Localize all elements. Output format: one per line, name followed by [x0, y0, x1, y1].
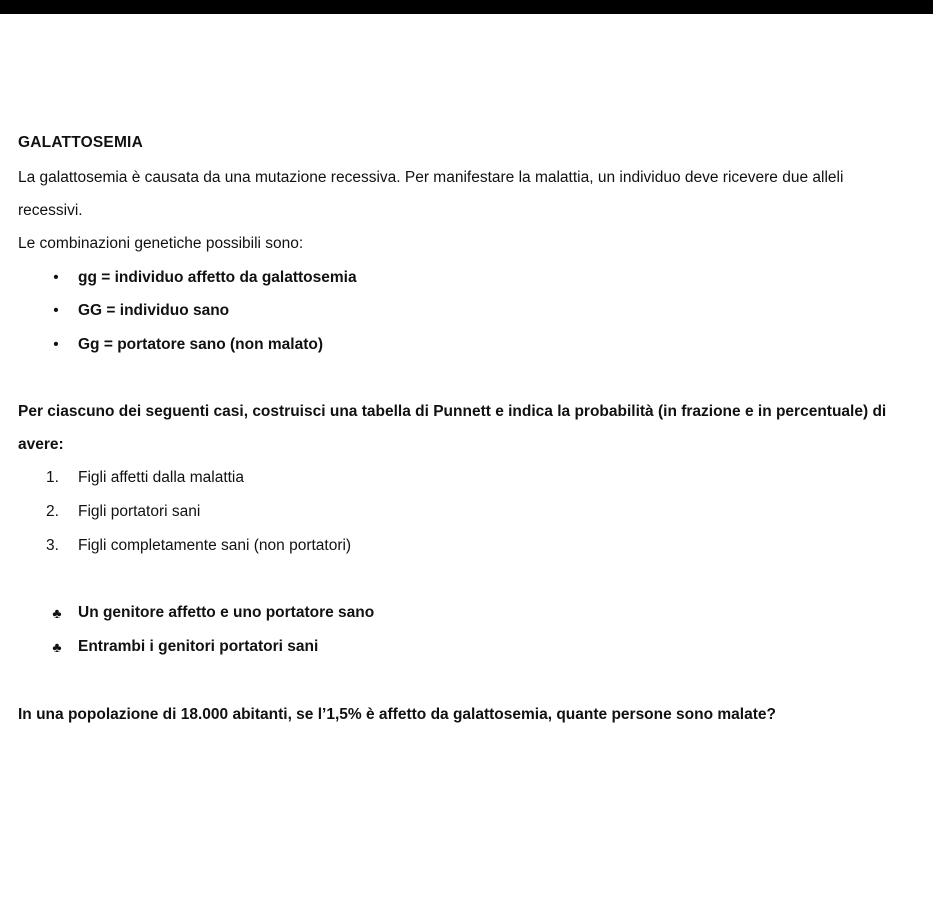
bullet-icon: • [53, 336, 59, 353]
list-number: 2. [46, 503, 59, 520]
intro-line-2: recessivi. [18, 202, 83, 219]
combinations-heading: Le combinazioni genetiche possibili sono: [18, 235, 304, 252]
combination-text: Gg = portatore sano (non malato) [78, 336, 324, 353]
combination-text: GG = individuo sano [78, 302, 230, 319]
outcome-text: Figli portatori sani [78, 503, 201, 520]
intro-line-1: La galattosemia è causata da una mutazione recessiva. Per manifestare la malattia, un individuo deve ricevere due alleli [18, 169, 844, 186]
combination-text: gg = individuo affetto da galattosemia [78, 269, 357, 286]
outcome-text: Figli affetti dalla malattia [78, 469, 244, 486]
top-black-bar [0, 0, 933, 14]
club-icon: ♣ [52, 639, 62, 655]
club-icon: ♣ [52, 605, 62, 621]
document-title: GALATTOSEMIA [18, 134, 143, 151]
population-question: In una popolazione di 18.000 abitanti, se l’1,5% è affetto da galattosemia, quante persone sono malate? [18, 706, 776, 723]
case-text: Entrambi i genitori portatori sani [78, 638, 319, 655]
bullet-icon: • [53, 302, 59, 319]
list-number: 1. [46, 469, 59, 486]
bullet-icon: • [53, 269, 59, 286]
task-line-1: Per ciascuno dei seguenti casi, costruisci una tabella di Punnett e indica la probabilità (in frazione e in percentuale) di [18, 403, 887, 420]
list-number: 3. [46, 537, 59, 554]
task-line-2: avere: [18, 436, 64, 453]
case-text: Un genitore affetto e uno portatore sano [78, 604, 375, 621]
outcome-text: Figli completamente sani (non portatori) [78, 537, 352, 554]
